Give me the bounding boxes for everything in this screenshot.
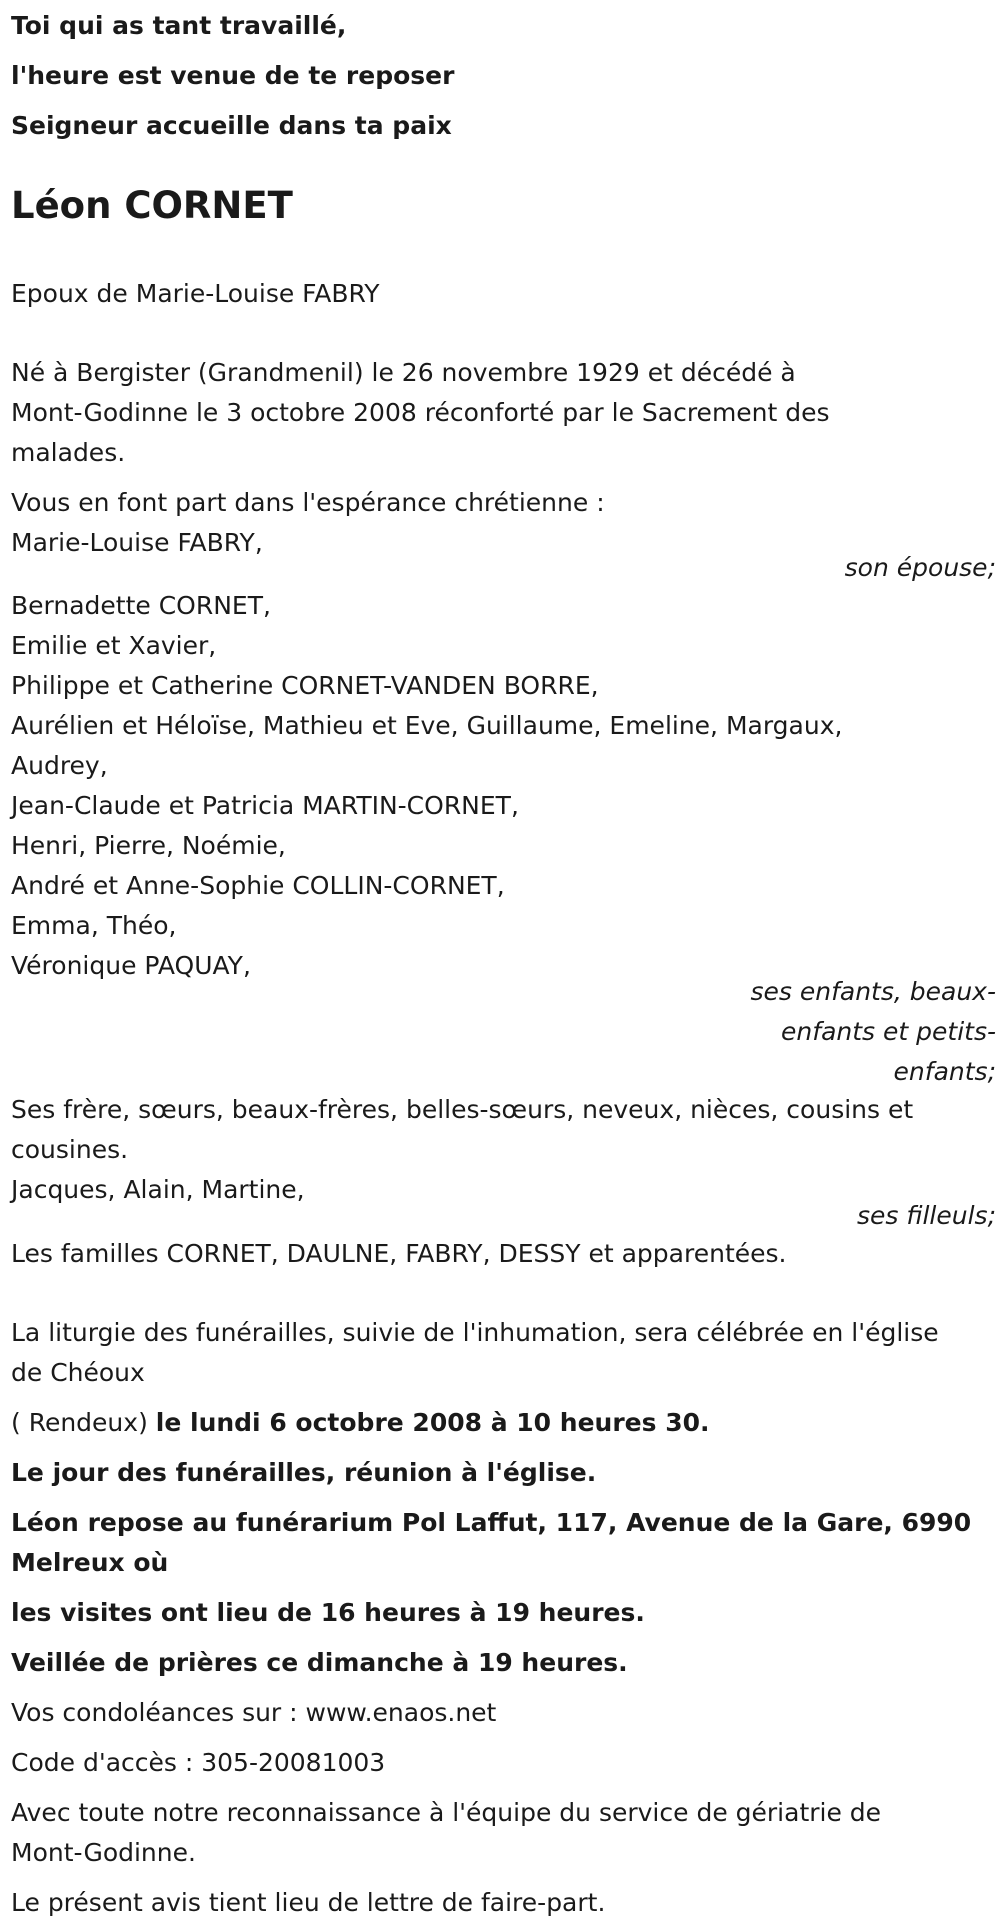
liturgy-place: ( Rendeux) bbox=[11, 1408, 156, 1437]
thanks-line-1: Avec toute notre reconnaissance à l'équipe du service de gériatrie de bbox=[11, 1798, 882, 1827]
birth-death-line-2: Mont-Godinne le 3 octobre 2008 réconforté par le Sacrement des bbox=[11, 398, 830, 427]
children-line-3: Philippe et Catherine CORNET-VANDEN BORRE, bbox=[11, 671, 599, 700]
children-role-line-2: enfants et petits- bbox=[781, 1017, 996, 1046]
rest-line-1: Léon repose au funérarium Pol Laffut, 117, Avenue de la Gare, 6990 bbox=[11, 1508, 972, 1537]
poem-line-2: l'heure est venue de te reposer bbox=[11, 61, 455, 90]
families: Les familles CORNET, DAULNE, FABRY, DESSY et apparentées. bbox=[11, 1239, 787, 1268]
children-line-9: Emma, Théo, bbox=[11, 911, 177, 940]
children-line-2: Emilie et Xavier, bbox=[11, 631, 217, 660]
closing: Le présent avis tient lieu de lettre de faire-part. bbox=[11, 1888, 606, 1917]
children-role-line-1: ses enfants, beaux- bbox=[750, 977, 996, 1006]
liturgy-date: le lundi 6 octobre 2008 à 10 heures 30. bbox=[155, 1408, 710, 1437]
rest-line-2: Melreux où bbox=[11, 1548, 169, 1577]
children-role-line-3: enfants; bbox=[893, 1057, 996, 1086]
poem-line-1: Toi qui as tant travaillé, bbox=[11, 11, 347, 40]
children-line-6: Jean-Claude et Patricia MARTIN-CORNET, bbox=[11, 791, 519, 820]
deceased-name: Léon CORNET bbox=[11, 184, 293, 227]
children-line-7: Henri, Pierre, Noémie, bbox=[11, 831, 286, 860]
siblings-line-2: cousines. bbox=[11, 1135, 129, 1164]
thanks-line-2: Mont-Godinne. bbox=[11, 1838, 196, 1867]
announce-intro: Vous en font part dans l'espérance chrétienne : bbox=[11, 488, 605, 517]
liturgy-line-1: La liturgie des funérailles, suivie de l'inhumation, sera célébrée en l'église bbox=[11, 1318, 939, 1347]
liturgy-line-2: de Chéoux bbox=[11, 1358, 145, 1387]
visits: les visites ont lieu de 16 heures à 19 heures. bbox=[11, 1598, 645, 1627]
godchildren: Jacques, Alain, Martine, bbox=[11, 1175, 305, 1204]
birth-death-line-1: Né à Bergister (Grandmenil) le 26 novembre 1929 et décédé à bbox=[11, 358, 796, 387]
children-line-4: Aurélien et Héloïse, Mathieu et Eve, Guillaume, Emeline, Margaux, bbox=[11, 711, 843, 740]
birth-death-line-3: malades. bbox=[11, 438, 126, 467]
vigil: Veillée de prières ce dimanche à 19 heures. bbox=[11, 1648, 628, 1677]
poem-line-3: Seigneur accueille dans ta paix bbox=[11, 111, 452, 140]
children-line-1: Bernadette CORNET, bbox=[11, 591, 271, 620]
spouse-line: Epoux de Marie-Louise FABRY bbox=[11, 279, 380, 308]
children-line-5: Audrey, bbox=[11, 751, 108, 780]
siblings-line-1: Ses frère, sœurs, beaux-frères, belles-sœurs, neveux, nièces, cousins et bbox=[11, 1095, 914, 1124]
spouse-name: Marie-Louise FABRY, bbox=[11, 528, 263, 557]
children-line-10: Véronique PAQUAY, bbox=[11, 951, 251, 980]
children-line-8: André et Anne-Sophie COLLIN-CORNET, bbox=[11, 871, 505, 900]
meeting: Le jour des funérailles, réunion à l'église. bbox=[11, 1458, 597, 1487]
liturgy-date-line bbox=[11, 1403, 710, 1443]
spouse-role: son épouse; bbox=[844, 553, 996, 582]
condolences: Vos condoléances sur : www.enaos.net bbox=[11, 1698, 497, 1727]
access-code: Code d'accès : 305-20081003 bbox=[11, 1748, 386, 1777]
godchildren-role: ses filleuls; bbox=[856, 1201, 996, 1230]
